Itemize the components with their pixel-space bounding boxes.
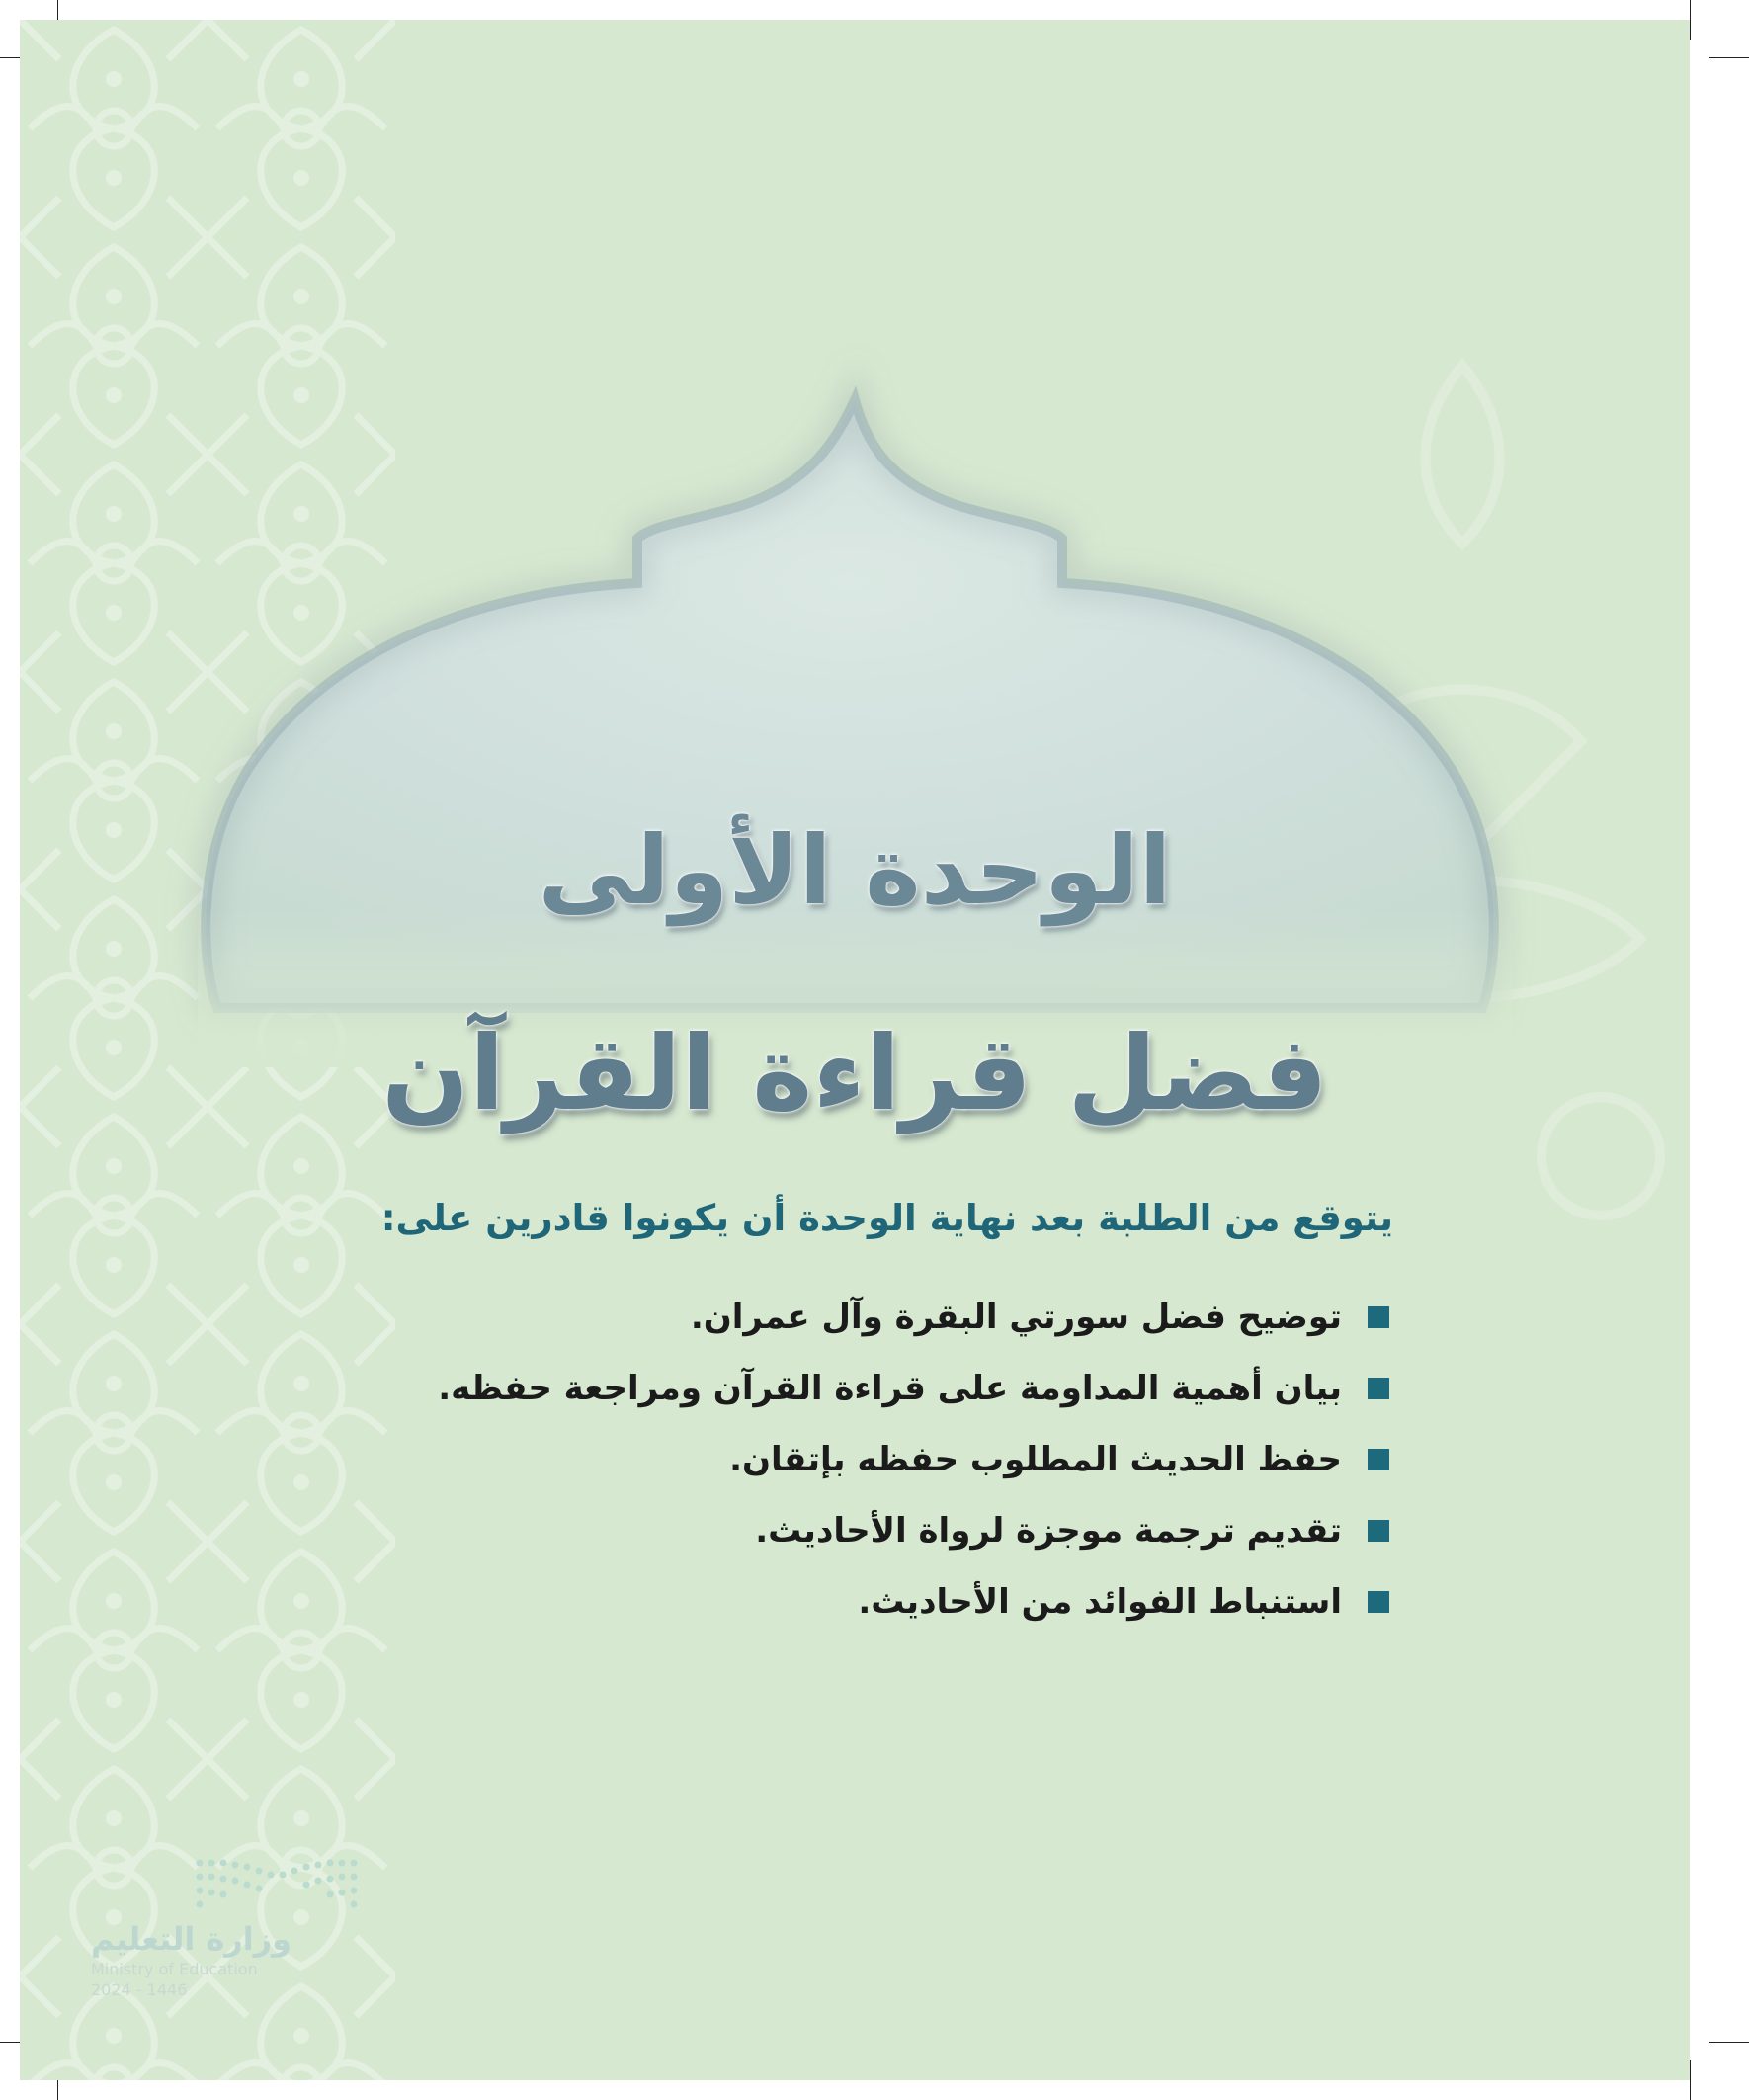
crop-mark — [1690, 0, 1691, 40]
crop-mark — [1709, 2042, 1749, 2043]
square-bullet-icon — [1368, 1591, 1389, 1613]
unit-lesson-title: فضل قراءة القرآن — [381, 1013, 1328, 1134]
unit-cover-page — [20, 20, 1690, 2080]
ministry-watermark — [91, 1853, 348, 1999]
ministry-logo-icon — [190, 1853, 368, 1912]
ministry-name-ar: وزارة التعليم — [91, 1920, 292, 1958]
objective-item — [306, 1353, 1393, 1424]
objective-item — [306, 1424, 1393, 1495]
objectives-list — [306, 1282, 1393, 1638]
objective-text: استنباط الفوائد من الأحاديث. — [858, 1582, 1342, 1622]
objective-item — [306, 1566, 1393, 1638]
square-bullet-icon — [1368, 1449, 1389, 1470]
objectives-intro: يتوقع من الطلبة بعد نهاية الوحدة أن يكونوا قادرين على: — [380, 1197, 1393, 1239]
square-bullet-icon — [1368, 1306, 1389, 1328]
crop-mark — [1709, 57, 1749, 58]
square-bullet-icon — [1368, 1378, 1389, 1399]
objective-text: توضيح فضل سورتي البقرة وآل عمران. — [690, 1298, 1342, 1337]
objective-item — [306, 1282, 1393, 1353]
learning-objectives — [306, 1191, 1393, 1638]
ministry-year: 2024 - 1446 — [91, 1980, 188, 1999]
objective-item — [306, 1495, 1393, 1566]
square-bullet-icon — [1368, 1520, 1389, 1542]
objective-text: حفظ الحديث المطلوب حفظه بإتقان. — [729, 1440, 1342, 1479]
objective-text: تقديم ترجمة موجزة لرواة الأحاديث. — [755, 1511, 1342, 1551]
ministry-name-en: Ministry of Education — [91, 1960, 258, 1978]
unit-number-title: الوحدة الأولى — [538, 815, 1172, 926]
objective-text: بيان أهمية المداومة على قراءة القرآن ومراجعة حفظه. — [438, 1369, 1342, 1408]
crop-mark — [1690, 2060, 1691, 2100]
